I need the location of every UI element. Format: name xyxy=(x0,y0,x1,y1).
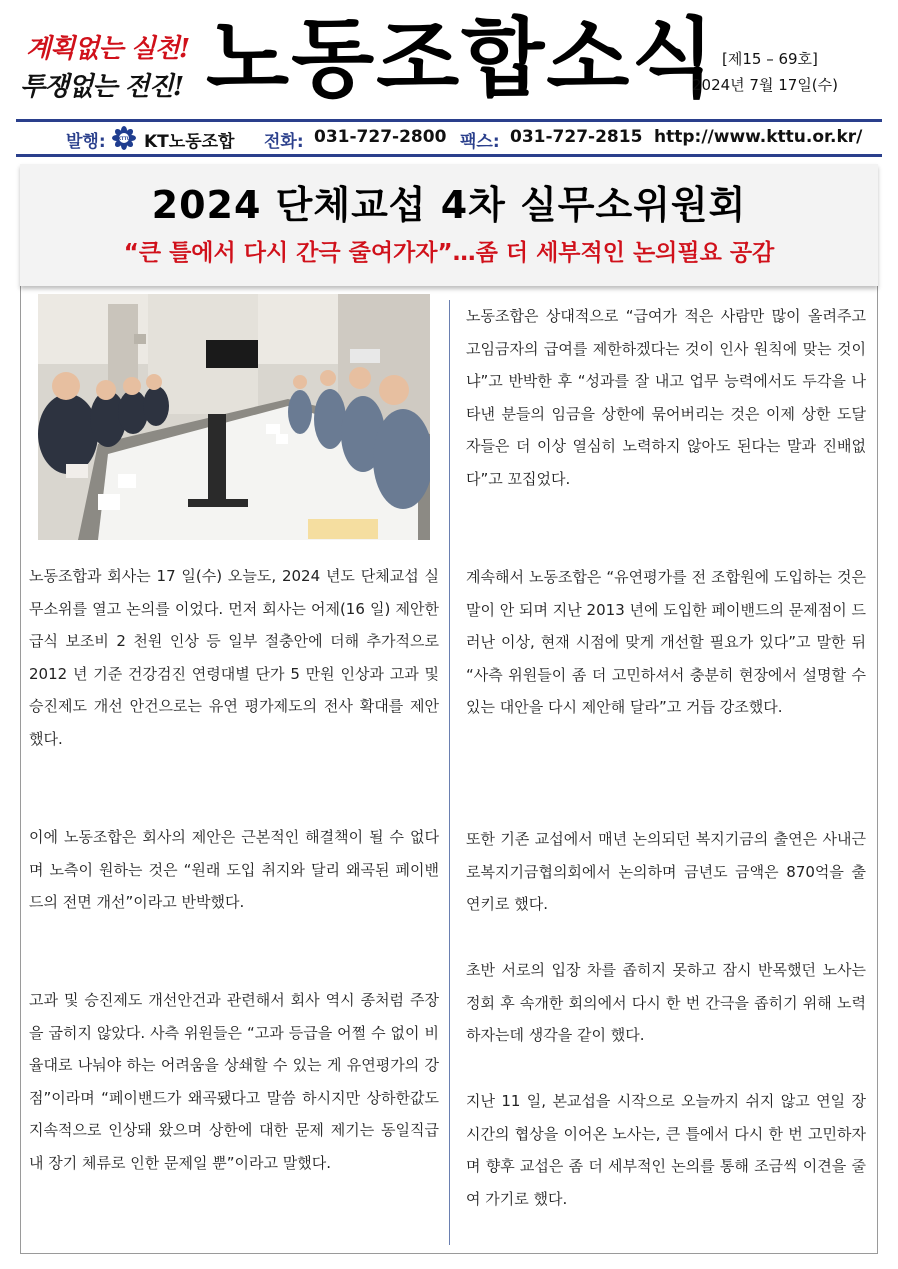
fax-label: 팩스: xyxy=(460,132,500,152)
publisher-label: 발행: xyxy=(66,132,106,152)
phone-number: 031-727-2800 xyxy=(314,127,447,147)
fax-number: 031-727-2815 xyxy=(510,127,643,147)
paragraph-text: 초반 서로의 입장 차를 좁히지 못하고 잠시 반목했던 노사는 정회 후 속개한 회의에서 다시 한 번 간극을 좁히기 위해 노력하자는데 생각을 같이 했다. xyxy=(466,961,866,1044)
paragraph-text: 고과 및 승진제도 개선안건과 관련해서 회사 역시 종처럼 주장을 굽히지 않았다. 사측 위원들은 “고과 등급을 어쩔 수 없이 비율대로 나눠야 하는 어려움을 상쇄할 수 있는 게 유연평가의 강점”이라며 “페이밴드가 왜곡됐다고 말씀 하시지만 상하한값도 지속적으로 인상돼 왔으며 상한에 대한 문제 제기는 동일직급 내 장기 체류로 인한 문제일 뿐”이라고 말했다. xyxy=(29,991,439,1172)
kttu-logo-icon xyxy=(112,126,136,150)
paragraph-text: 노동조합은 상대적으로 “급여가 적은 사람만 많이 올려주고 고임금자의 급여를 제한하겠다는 것이 인사 원칙에 맞는 것이냐”고 반박한 후 “성과를 잘 내고 업무 능력에서도 두각을 나타낸 분들의 임금을 상한에 묶어버리는 것은 이제 상한 도달자들은 더 이상 열심히 노력하지 않아도 된다는 말과 진배없다”고 꼬집었다. xyxy=(466,307,866,488)
headline-box xyxy=(20,164,878,286)
issue-number: [제15 – 69호] xyxy=(722,50,818,68)
right-paragraph-1 xyxy=(466,300,866,495)
left-paragraph-2 xyxy=(29,821,439,919)
right-paragraph-2 xyxy=(466,561,866,724)
slogan-line-2: 투쟁없는 전진! xyxy=(20,72,184,102)
column-divider xyxy=(449,300,450,1245)
right-paragraph-3 xyxy=(466,823,866,921)
right-paragraph-4 xyxy=(466,954,866,1052)
right-paragraph-5 xyxy=(466,1085,866,1215)
article-headline: 2024 단체교섭 4차 실무소위원회 xyxy=(151,183,747,227)
publisher-name: KT노동조합 xyxy=(144,132,235,152)
meeting-photo xyxy=(38,294,430,540)
masthead-title: 노동조합소식 xyxy=(206,9,717,109)
issue-date: 2024년 7월 17일(수) xyxy=(692,76,839,94)
paragraph-text: 지난 11 일, 본교섭을 시작으로 오늘까지 쉬지 않고 연일 장시간의 협상을 이어온 노사는, 큰 틀에서 다시 한 번 고민하자며 향후 교섭은 좀 더 세부적인 논의를 통해 조금씩 이견을 줄여 가기로 했다. xyxy=(466,1092,866,1208)
header-rule-bottom xyxy=(16,154,882,157)
publisher-bar xyxy=(16,124,882,152)
paragraph-text: 또한 기존 교섭에서 매년 논의되던 복지기금의 출연은 사내근로복지기금협의회에서 논의하며 금년도 금액은 870억을 출연키로 했다. xyxy=(466,830,866,913)
phone-label: 전화: xyxy=(264,132,304,152)
website-link[interactable]: http://www.kttu.or.kr/ xyxy=(654,127,863,147)
paragraph-text: 노동조합과 회사는 17 일(수) 오늘도, 2024 년도 단체교섭 실무소위를 열고 논의를 이었다. 먼저 회사는 어제(16 일) 제안한 급식 보조비 2 천원 인상 등 일부 절충안에 더해 추가적으로 2012 년 기준 건강검진 연령대별 단가 5 만원 인상과 고과 및 승진제도 개선 안건으로는 유연 평가제도의 전사 확대를 제안했다. xyxy=(29,567,439,748)
header-rule-top xyxy=(16,119,882,122)
paragraph-text: 계속해서 노동조합은 “유연평가를 전 조합원에 도입하는 것은 말이 안 되며 지난 2013 년에 도입한 페이밴드의 문제점이 드러난 이상, 현재 시점에 맞게 개선할 필요가 있다”고 말한 뒤 “사측 위원들이 좀 더 고민하셔서 충분히 현장에서 설명할 수 있는 대안을 다시 제안해 달라”고 거듭 강조했다. xyxy=(466,568,866,716)
article-subheadline: “큰 틀에서 다시 간극 줄여가자”…좀 더 세부적인 논의필요 공감 xyxy=(123,240,775,266)
slogan xyxy=(18,26,198,106)
paragraph-text: 이에 노동조합은 회사의 제안은 근본적인 해결책이 될 수 없다며 노측이 원하는 것은 “원래 도입 취지와 달리 왜곡된 페이밴드의 전면 개선”이라고 반박했다. xyxy=(29,828,439,911)
left-paragraph-1 xyxy=(29,560,439,755)
slogan-line-1: 계획없는 실천! xyxy=(26,34,190,64)
left-paragraph-3 xyxy=(29,984,439,1179)
logo-text: KTTU xyxy=(118,135,130,141)
